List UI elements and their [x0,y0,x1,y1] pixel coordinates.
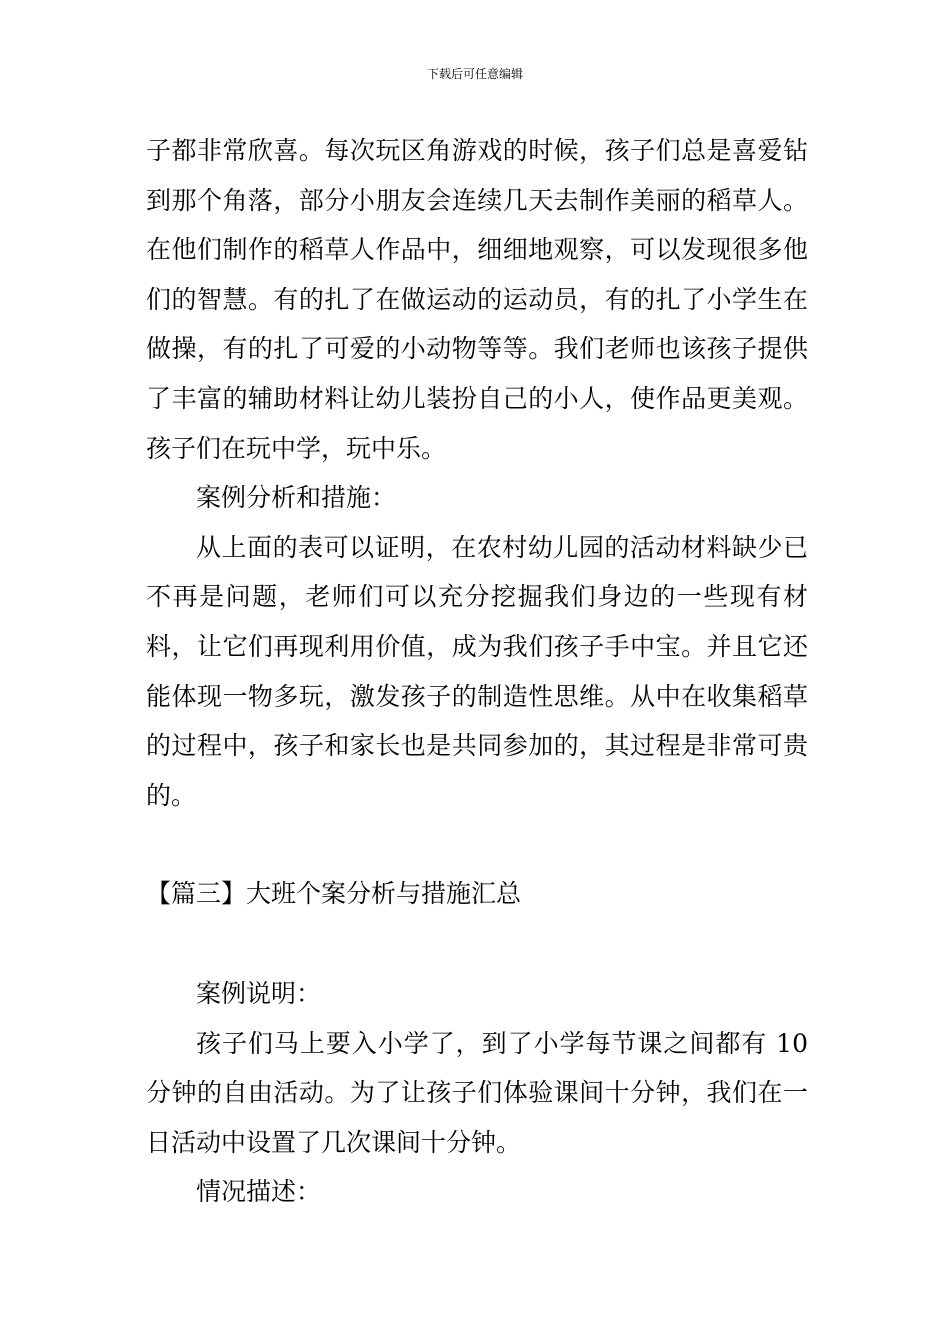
paragraph-case-heading: 案例说明： [196,978,322,1008]
paragraph-1: 子都非常欣喜。每次玩区角游戏的时候，孩子们总是喜爱钻到那个角落，部分小朋友会连续几天去制作美丽的稻草人。在他们制作的稻草人作品中，细细地观察，可以发现很多他们的智慧。有的扎了在做运动的运动员，有的扎了小学生在做操，有的扎了可爱的小动物等等。我们老师也该孩子提供了丰富的辅助材料让幼儿装扮自己的小人，使作品更美观。孩子们在玩中学，玩中乐。 [146,136,808,463]
page-header: 下载后可任意编辑 [426,67,523,81]
paragraph-situation-heading: 情况描述： [196,1177,322,1207]
document-body [146,126,808,1217]
section-title: 【篇三】大班个案分析与措施汇总 [146,879,522,909]
paragraph-analysis-heading: 案例分析和措施： [196,483,397,513]
spacer [146,820,808,869]
spacer [146,919,808,969]
paragraph-case-description: 孩子们马上要入小学了，到了小学每节课之间都有 10 分钟的自由活动。为了让孩子们体验课间十分钟，我们在一日活动中设置了几次课间十分钟。 [146,1028,808,1157]
paragraph-analysis: 从上面的表可以证明，在农村幼儿园的活动材料缺少已不再是问题，老师们可以充分挖掘我们身边的一些现有材料，让它们再现利用价值，成为我们孩子手中宝。并且它还能体现一物多玩，激发孩子的制造性思维。从中在收集稻草的过程中，孩子和家长也是共同参加的，其过程是非常可贵的。 [146,532,808,810]
